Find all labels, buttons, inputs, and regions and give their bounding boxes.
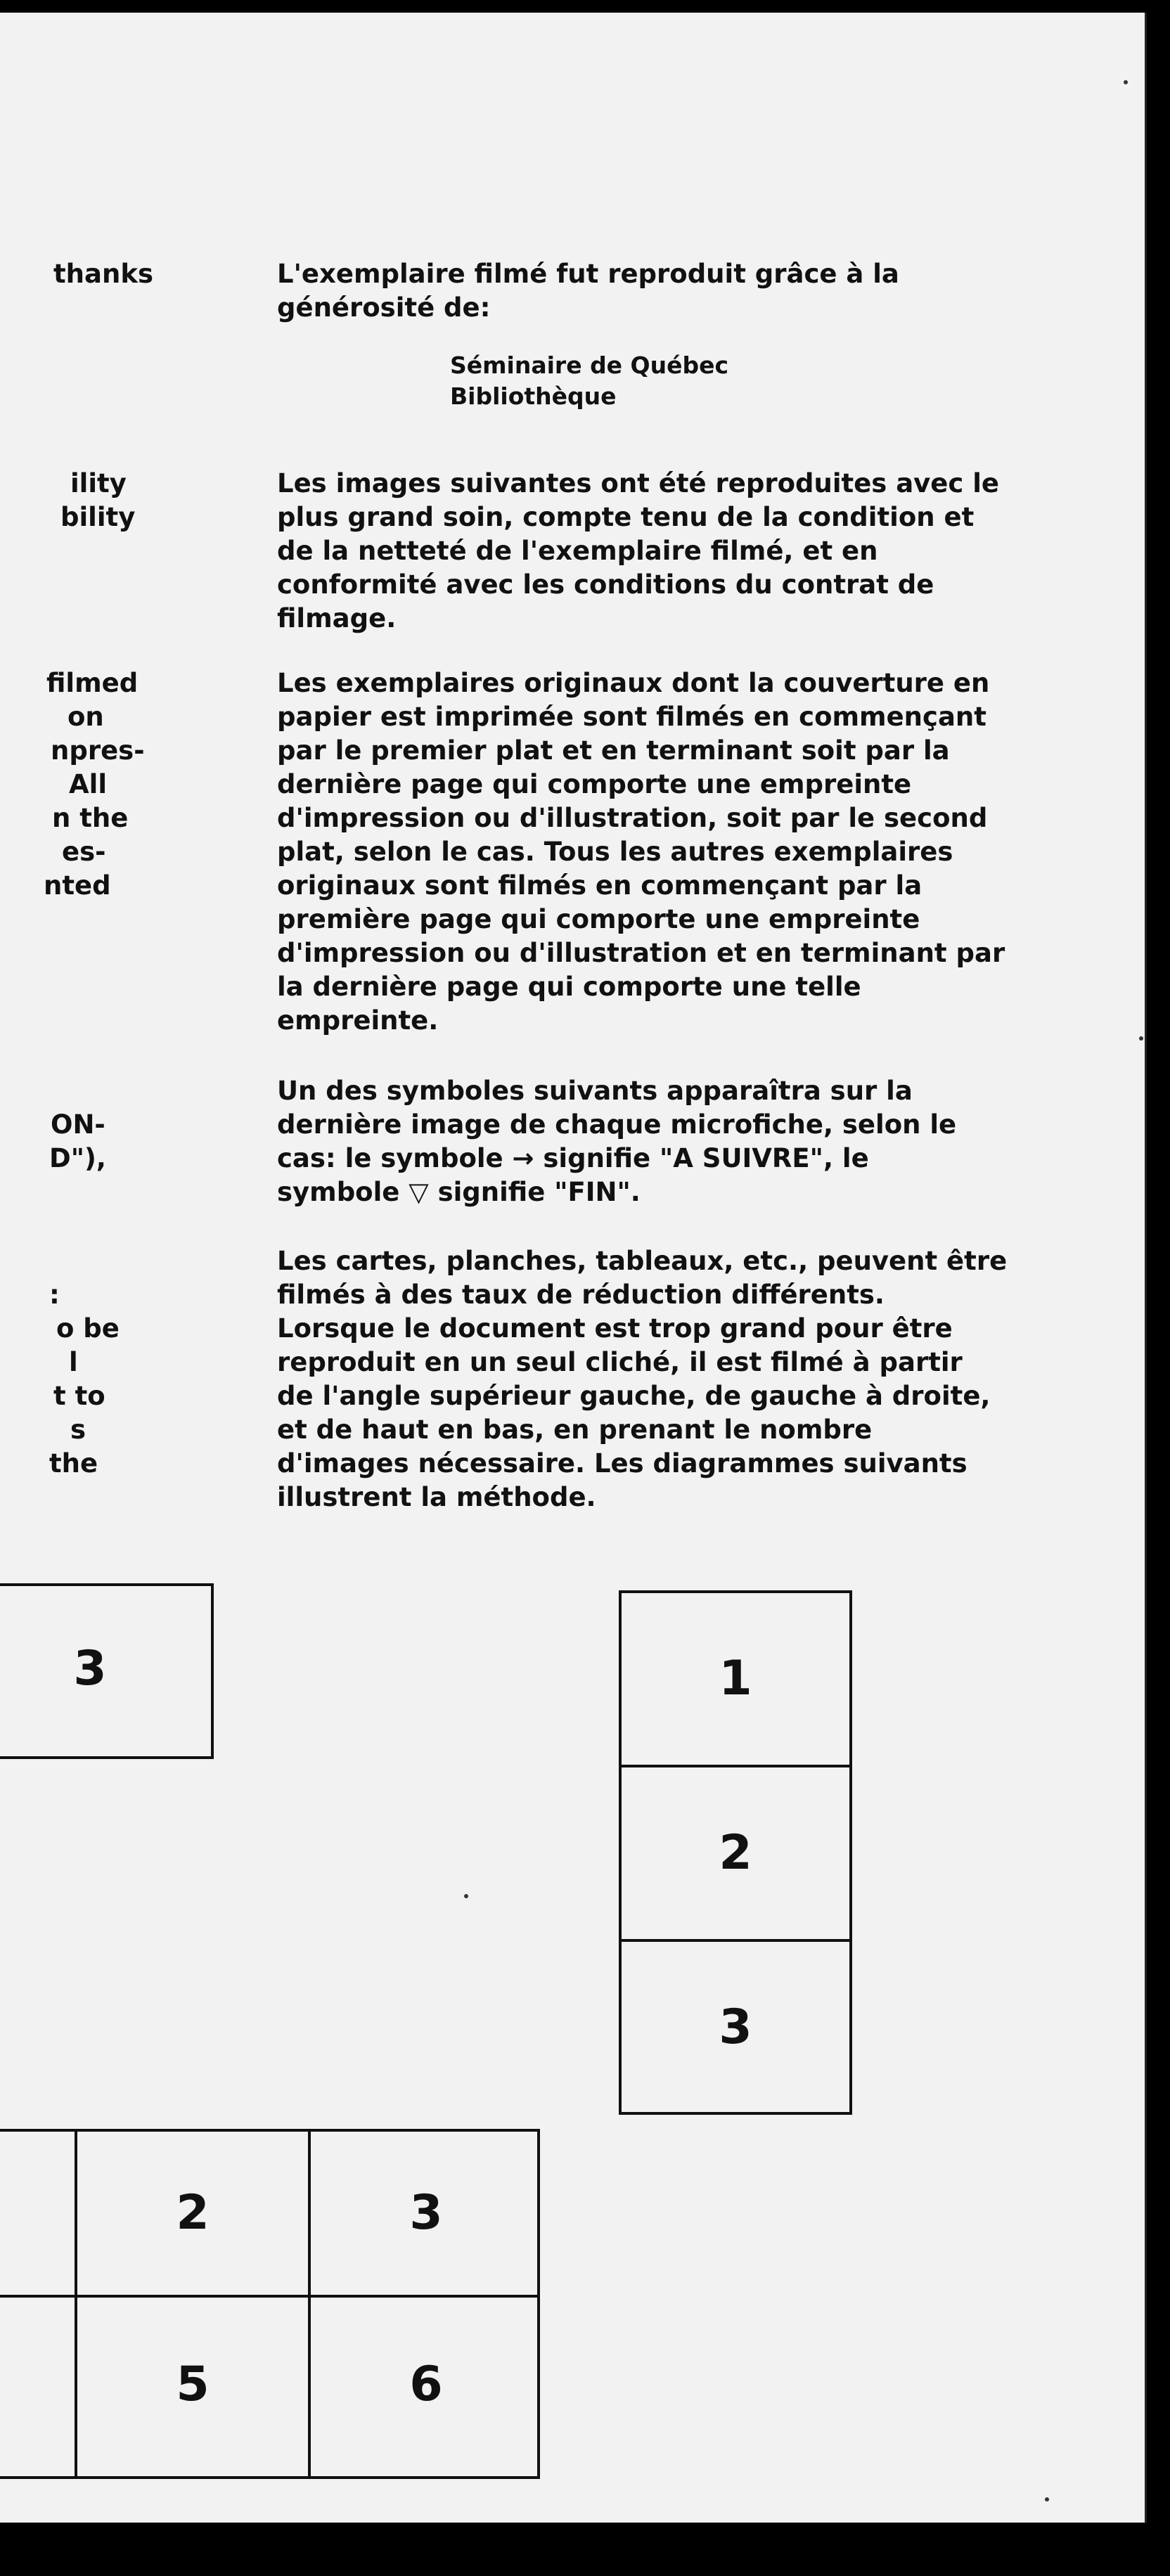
text-line: d'impression ou d'illustration, soit par le second <box>277 803 988 833</box>
text-line: conformité avec les conditions du contrat de <box>277 569 934 600</box>
left-fragment: es- <box>62 837 106 867</box>
text-line: filmés à des taux de réduction différents. <box>277 1280 885 1310</box>
left-fragment: t to <box>53 1381 105 1411</box>
text-line: filmage. <box>277 603 397 633</box>
left-fragment: o be <box>56 1313 120 1344</box>
text-line: plat, selon le cas. Tous les autres exemplaires <box>277 837 953 867</box>
diagram-cell <box>619 1765 852 1942</box>
left-fragment: the <box>49 1448 98 1479</box>
text-line: cas: le symbole → signifie "A SUIVRE", le <box>277 1143 869 1173</box>
text-line: empreinte. <box>277 1005 439 1036</box>
diagram-cell <box>619 1939 852 2115</box>
left-fragment: on <box>68 702 104 732</box>
text-line: Les images suivantes ont été reproduites avec le <box>277 468 999 498</box>
diagram-cell-number: 5 <box>176 2357 210 2412</box>
diagram-cell <box>75 2129 311 2298</box>
diagram-cell <box>0 2129 77 2298</box>
text-line: Les exemplaires originaux dont la couverture en <box>277 668 990 698</box>
text-line: Lorsque le document est trop grand pour être <box>277 1313 953 1344</box>
left-fragment: npres- <box>51 735 145 766</box>
diagram-cell <box>619 1590 852 1767</box>
diagram-cell-number: 3 <box>73 1641 107 1696</box>
credit-intro-line: L'exemplaire filmé fut reproduit grâce à la <box>277 259 899 289</box>
text-line: symbole ▽ signifie "FIN". <box>277 1177 641 1207</box>
credit-intro-line: générosité de: <box>277 292 491 323</box>
text-line: illustrent la méthode. <box>277 1482 596 1512</box>
text-line: la dernière page qui comporte une telle <box>277 972 861 1002</box>
scan-speck <box>1124 80 1128 84</box>
institution-line: Bibliothèque <box>450 382 617 410</box>
diagram-cell-number: 3 <box>409 2185 443 2241</box>
diagram-cell-number: 2 <box>719 1825 752 1881</box>
scan-speck <box>1045 2497 1049 2501</box>
text-line: de la netteté de l'exemplaire filmé, et en <box>277 536 878 566</box>
text-line: papier est imprimée sont filmés en commençant <box>277 702 986 732</box>
left-fragment: ility <box>70 468 127 498</box>
text-line: dernière page qui comporte une empreinte <box>277 769 912 799</box>
text-line: et de haut en bas, en prenant le nombre <box>277 1415 873 1445</box>
diagram-cell <box>75 2295 311 2479</box>
left-fragment: thanks <box>53 259 153 289</box>
text-line: première page qui comporte une empreinte <box>277 904 920 934</box>
diagram-cell <box>308 2129 540 2298</box>
text-line: Les cartes, planches, tableaux, etc., peuvent être <box>277 1246 1008 1276</box>
left-fragment: l <box>69 1347 78 1377</box>
diagram-cell-number: 6 <box>409 2357 443 2412</box>
diagram-cell-number: 1 <box>719 1651 752 1706</box>
diagram-cell <box>0 2295 77 2479</box>
institution-line: Séminaire de Québec <box>450 352 729 379</box>
left-fragment: s <box>70 1415 86 1445</box>
diagram-cell <box>308 2295 540 2479</box>
left-fragment: ON- <box>51 1109 105 1140</box>
text-line: Un des symboles suivants apparaîtra sur la <box>277 1076 913 1106</box>
text-line: plus grand soin, compte tenu de la condition et <box>277 502 975 532</box>
left-fragment: filmed <box>46 668 139 698</box>
text-line: reproduit en un seul cliché, il est filmé à partir <box>277 1347 963 1377</box>
text-line: d'impression ou d'illustration et en terminant par <box>277 938 1005 968</box>
text-line: d'images nécessaire. Les diagrammes suivants <box>277 1448 968 1479</box>
scan-speck <box>1139 1036 1143 1041</box>
left-fragment: nted <box>44 870 111 901</box>
left-fragment: : <box>49 1280 60 1310</box>
left-fragment: bility <box>60 502 136 532</box>
text-line: originaux sont filmés en commençant par la <box>277 870 922 901</box>
diagram-row-frame <box>0 1583 214 1759</box>
page-sheet <box>0 13 1147 2523</box>
text-line: dernière image de chaque microfiche, selon le <box>277 1109 957 1140</box>
diagram-cell-number: 3 <box>719 1999 752 2055</box>
left-fragment: D"), <box>49 1143 106 1173</box>
text-line: de l'angle supérieur gauche, de gauche à droite, <box>277 1381 991 1411</box>
diagram-cell-number: 2 <box>176 2185 210 2241</box>
left-fragment: All <box>69 769 108 799</box>
text-line: par le premier plat et en terminant soit par la <box>277 735 950 766</box>
left-fragment: n the <box>52 803 129 833</box>
scan-speck <box>464 1894 468 1898</box>
